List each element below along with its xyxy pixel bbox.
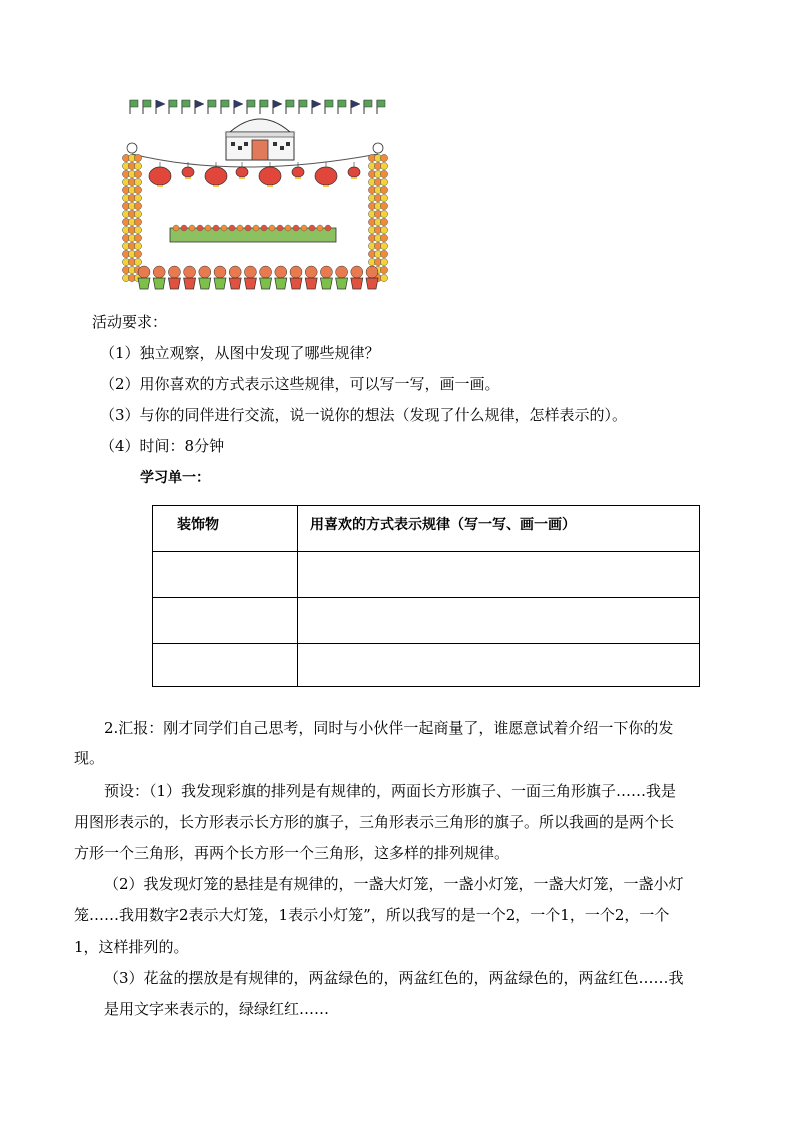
table-cell[interactable] bbox=[153, 644, 298, 687]
flower-pot-icon bbox=[260, 278, 272, 289]
requirement-item: （1）独立观察，从图中发现了哪些规律？ bbox=[100, 344, 380, 362]
rect-flag-icon bbox=[338, 100, 346, 107]
flower-pot-icon bbox=[290, 278, 302, 289]
rect-flag-icon bbox=[260, 100, 268, 107]
header-pattern: 用喜欢的方式表示规律（写一写、画一画） bbox=[310, 517, 576, 533]
big-lantern-icon bbox=[205, 167, 227, 185]
table-row bbox=[153, 644, 700, 687]
flower-pot-icon bbox=[168, 278, 180, 289]
triangle-flag-icon bbox=[156, 100, 165, 108]
flower-pot-icon bbox=[138, 278, 150, 289]
triangle-flag-icon bbox=[195, 100, 204, 108]
lantern-row bbox=[149, 162, 360, 187]
table-cell[interactable] bbox=[298, 598, 700, 644]
yurt-icon bbox=[226, 119, 294, 160]
rect-flag-icon bbox=[377, 100, 385, 107]
table-header-cell bbox=[153, 506, 298, 552]
flower-pot-icon bbox=[351, 278, 363, 289]
table-header-cell bbox=[298, 506, 700, 552]
report-line: 预设：（1）我发现彩旗的排列是有规律的，两面长方形旗子、一面三角形旗子……我是 bbox=[104, 782, 677, 800]
table-cell[interactable] bbox=[298, 644, 700, 687]
small-lantern-icon bbox=[292, 167, 304, 177]
table-header-row bbox=[153, 506, 700, 552]
triangle-flag-icon bbox=[312, 100, 321, 108]
requirement-item: （2）用你喜欢的方式表示这些规律，可以写一写，画一画。 bbox=[100, 375, 500, 393]
triangle-flag-icon bbox=[351, 100, 360, 108]
report-line: （3）花盆的摆放是有规律的，两盆绿色的，两盆红色的，两盆绿色的，两盆红色……我 bbox=[104, 969, 684, 987]
requirement-item: （3）与你的同伴进行交流，说一说你的想法（发现了什么规律，怎样表示的）。 bbox=[100, 406, 628, 424]
right-ball-column bbox=[368, 143, 387, 282]
report-line: 笼……我用数字2表示大灯笼，1表示小灯笼”，所以我写的是一个2，一个1，一个2，一个 bbox=[74, 906, 670, 924]
table-row bbox=[153, 598, 700, 644]
rect-flag-icon bbox=[286, 100, 294, 107]
rect-flag-icon bbox=[364, 100, 372, 107]
big-lantern-icon bbox=[315, 167, 337, 185]
rect-flag-icon bbox=[221, 100, 229, 107]
flower-pot-icon bbox=[336, 278, 348, 289]
small-lantern-icon bbox=[182, 167, 194, 177]
big-lantern-icon bbox=[259, 167, 281, 185]
small-lantern-icon bbox=[348, 167, 360, 177]
report-line: 现。 bbox=[74, 749, 105, 767]
rect-flag-icon bbox=[130, 100, 138, 107]
flower-pot-icon bbox=[244, 278, 256, 289]
report-line: 1，这样排列的。 bbox=[74, 938, 189, 956]
rect-flag-icon bbox=[143, 100, 151, 107]
flower-pot-icon bbox=[229, 278, 241, 289]
worksheet-title: 学习单一： bbox=[140, 470, 210, 486]
report-line: 是用文字来表示的，绿绿红红…… bbox=[104, 1000, 330, 1018]
rect-flag-icon bbox=[182, 100, 190, 107]
header-decoration: 装饰物 bbox=[177, 517, 219, 533]
small-lantern-icon bbox=[236, 167, 248, 177]
flower-pot-icon bbox=[153, 278, 165, 289]
flower-pot-icon bbox=[275, 278, 287, 289]
left-ball-column bbox=[122, 143, 141, 282]
flower-pot-icon bbox=[214, 278, 226, 289]
triangle-flag-icon bbox=[273, 100, 282, 108]
flower-pot-icon bbox=[305, 278, 317, 289]
report-line: 用图形表示的，长方形表示长方形的旗子，三角形表示三角形的旗子。所以我画的是两个长 bbox=[74, 813, 675, 831]
big-lantern-icon bbox=[149, 167, 171, 185]
rect-flag-icon bbox=[247, 100, 255, 107]
flower-pot-icon bbox=[184, 278, 196, 289]
table-cell[interactable] bbox=[153, 552, 298, 598]
table-cell[interactable] bbox=[153, 598, 298, 644]
table-row bbox=[153, 552, 700, 598]
table-cell[interactable] bbox=[298, 552, 700, 598]
flag-bunting bbox=[130, 100, 385, 114]
flower-pot-icon bbox=[320, 278, 332, 289]
flower-pot-icon bbox=[366, 278, 378, 289]
flower-pot-icon bbox=[199, 278, 211, 289]
triangle-flag-icon bbox=[234, 100, 243, 108]
activity-heading: 活动要求： bbox=[92, 313, 168, 331]
rect-flag-icon bbox=[169, 100, 177, 107]
report-line: （2）我发现灯笼的悬挂是有规律的，一盏大灯笼，一盏小灯笼，一盏大灯笼，一盏小灯 bbox=[104, 875, 684, 893]
report-line: 方形一个三角形，再两个长方形一个三角形，这多样的排列规律。 bbox=[74, 844, 510, 862]
flower-pot-row bbox=[138, 266, 378, 289]
report-line: 2.汇报：刚才同学们自己思考，同时与小伙伴一起商量了，谁愿意试着介绍一下你的发 bbox=[104, 719, 674, 737]
flower-bed bbox=[170, 225, 336, 242]
worksheet-table bbox=[152, 505, 700, 687]
rect-flag-icon bbox=[299, 100, 307, 107]
requirement-item: （4）时间：8分钟 bbox=[100, 437, 225, 455]
festival-illustration bbox=[118, 92, 400, 298]
rect-flag-icon bbox=[325, 100, 333, 107]
rect-flag-icon bbox=[208, 100, 216, 107]
